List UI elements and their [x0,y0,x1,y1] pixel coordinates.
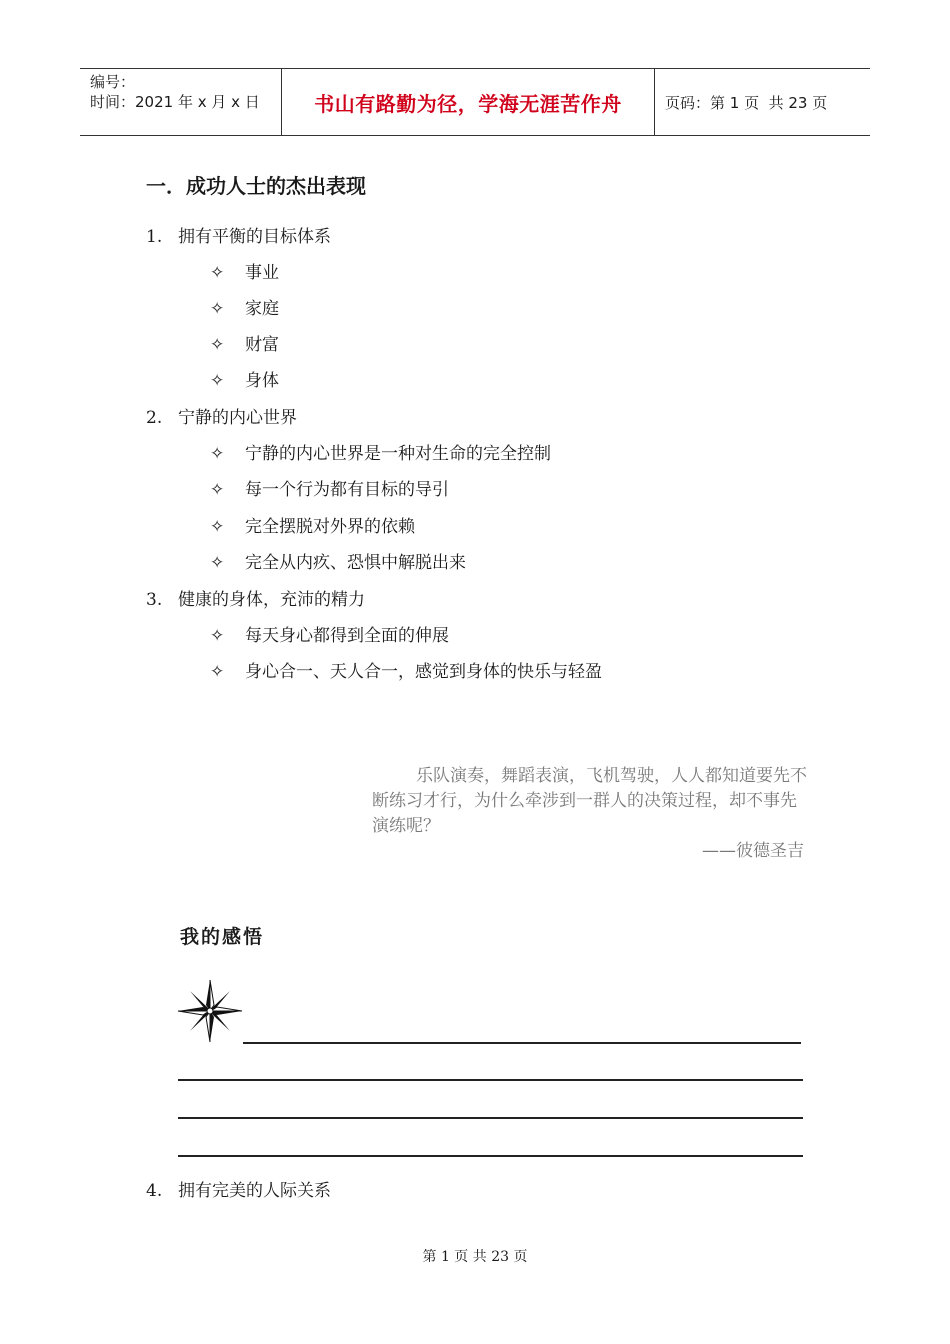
header-page-info-cell [655,69,870,135]
writing-line [178,1079,803,1081]
diamond-star-icon: ✧ [210,299,225,319]
diamond-star-icon: ✧ [210,626,225,646]
bullet-text: 宁静的内心世界是一种对生命的完全控制 [245,444,551,464]
quote-author: ——彼德圣吉 [702,841,804,861]
bullet-text: 完全摆脱对外界的依赖 [245,517,415,537]
bullet-text: 每一个行为都有目标的导引 [245,480,449,500]
header-table [80,68,870,136]
writing-line [178,1117,803,1119]
diamond-star-icon: ✧ [210,480,225,500]
item-title: 拥有平衡的目标体系 [178,227,331,247]
item-number: 4. [146,1181,163,1201]
diamond-star-icon: ✧ [210,335,225,355]
bullet-item [210,621,449,646]
item-number: 2. [146,408,163,428]
bullet-item [210,258,279,283]
list-item-4 [146,1176,331,1201]
diamond-star-icon: ✧ [210,444,225,464]
header-left-cell [80,69,282,135]
bullet-text: 完全从内疚、恐惧中解脱出来 [245,553,466,573]
bullet-text: 财富 [245,335,279,355]
page-footer [0,1246,950,1266]
header-page-info: 页码：第 1 页 共 23 页 [665,93,828,112]
item-title: 拥有完美的人际关系 [178,1181,331,1201]
list-item-2 [146,403,297,428]
bullet-text: 身体 [245,371,279,391]
bullet-item [210,439,551,464]
item-number: 1. [146,227,163,247]
diamond-star-icon: ✧ [210,517,225,537]
bullet-text: 事业 [245,263,279,283]
diamond-star-icon: ✧ [210,263,225,283]
compass-star-icon [176,978,244,1044]
bullet-text: 家庭 [245,299,279,319]
diamond-star-icon: ✧ [210,662,225,682]
diamond-star-icon: ✧ [210,553,225,573]
list-item-1 [146,222,331,247]
bullet-text: 每天身心都得到全面的伸展 [245,626,449,646]
writing-line [243,1042,801,1044]
quote-block [372,764,808,864]
quote-text: 乐队演奏，舞蹈表演，飞机驾驶，人人都知道要先不断练习才行，为什么牵涉到一群人的决策过程，却不事先演练呢？ [372,766,807,836]
bullet-item [210,294,279,319]
item-number: 3. [146,590,163,610]
reflection-title: 我的感悟 [180,926,265,948]
diamond-star-icon: ✧ [210,371,225,391]
bullet-item [210,366,279,391]
header-motto: 书山有路勤为径，学海无涯苦作舟 [282,69,655,135]
bullet-item [210,548,466,573]
bullet-item [210,512,415,537]
number-label: 编号： [90,73,136,91]
list-item-3 [146,585,365,610]
bullet-item [210,475,449,500]
bullet-item [210,330,279,355]
item-title: 宁静的内心世界 [178,408,297,428]
section-title: 一．成功人士的杰出表现 [146,174,366,198]
item-title: 健康的身体，充沛的精力 [178,590,365,610]
bullet-item [210,657,602,682]
time-label: 时间：2021 年 x 月 x 日 [90,93,260,111]
writing-line [178,1155,803,1157]
bullet-text: 身心合一、天人合一，感觉到身体的快乐与轻盈 [245,662,602,682]
footer-page-number: 第 1 页 共 23 页 [422,1249,528,1265]
